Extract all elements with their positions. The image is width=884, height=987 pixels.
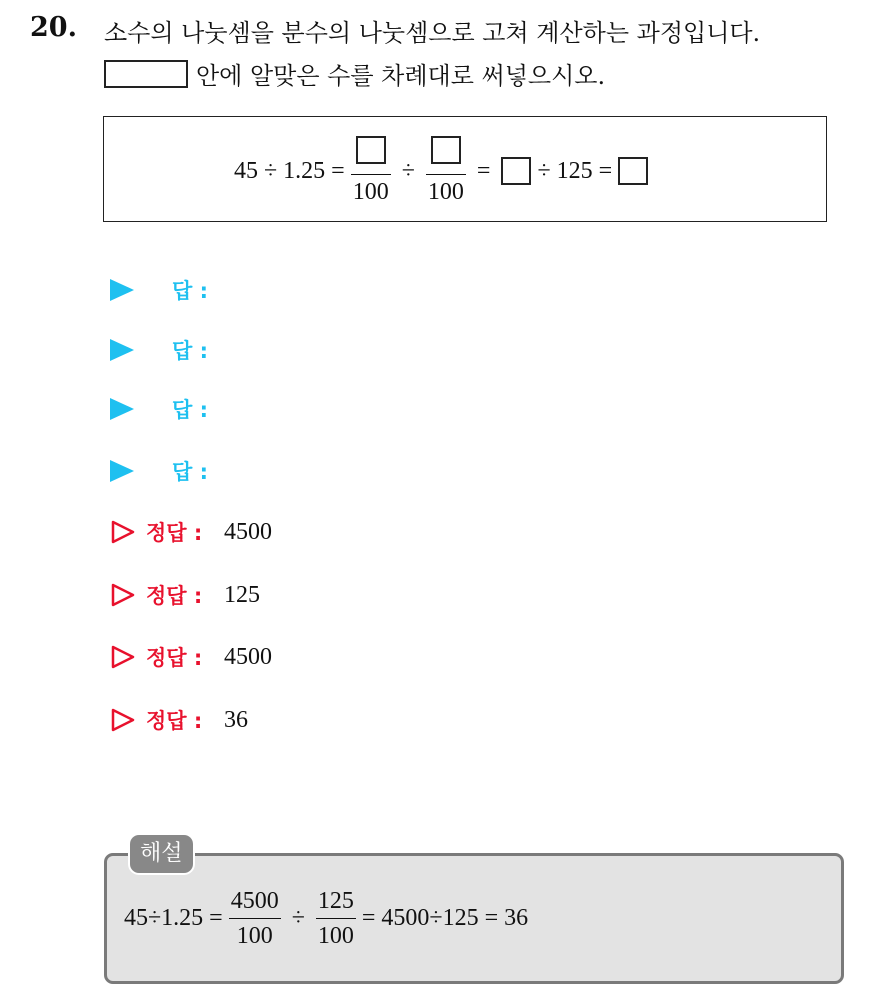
question-text-line2: 안에 알맞은 수를 차례대로 써넣으시오. (196, 62, 606, 90)
outline-triangle-icon (110, 644, 136, 670)
outline-triangle-icon (110, 582, 136, 608)
blank-4[interactable] (618, 157, 648, 185)
explanation-fraction-1 (229, 887, 281, 950)
divide-sign: ÷ (401, 157, 415, 184)
equation-divide-125: ÷ 125 = (537, 157, 613, 184)
explanation-rest: = 4500÷125 = 36 (361, 904, 529, 931)
fraction-1 (351, 136, 391, 206)
fraction-2 (426, 136, 466, 206)
correct-value: 125 (224, 581, 260, 608)
play-triangle-icon (110, 398, 134, 420)
equals-sign: = (476, 157, 491, 184)
correct-value: 4500 (224, 643, 272, 670)
blank-3[interactable] (501, 157, 531, 185)
explanation-fraction-2-numerator: 125 (317, 887, 354, 914)
fraction-2-numerator (429, 136, 463, 171)
fraction-2-denominator: 100 (427, 179, 464, 205)
answer-row (110, 456, 208, 486)
correct-answer-row (110, 578, 260, 612)
answer-row (110, 335, 208, 365)
explanation-fraction-1-numerator: 4500 (230, 887, 279, 914)
play-triangle-icon (110, 279, 134, 301)
explanation-fraction-2 (316, 887, 356, 950)
outline-triangle-icon (110, 707, 136, 733)
correct-answer-row (110, 640, 272, 674)
correct-label: 정답 : (146, 521, 203, 545)
question-number: 20. (30, 12, 77, 43)
fraction-bar (426, 174, 466, 175)
answer-label: 답 : (172, 398, 208, 422)
correct-value: 36 (224, 706, 248, 733)
answer-label: 답 : (172, 460, 208, 484)
answer-row (110, 394, 208, 424)
correct-answer-row (110, 515, 272, 549)
correct-answer-row (110, 703, 248, 737)
explanation-tag: 해설 (130, 835, 193, 873)
equation (234, 138, 654, 204)
question-text-line1: 소수의 나눗셈을 분수의 나눗셈으로 고쳐 계산하는 과정입니다. (104, 19, 761, 47)
explanation-lhs: 45÷1.25 = (124, 904, 223, 931)
explanation-equation (124, 888, 528, 948)
fraction-bar (316, 918, 356, 919)
explanation-fraction-1-denominator: 100 (236, 922, 273, 949)
equation-lhs: 45 ÷ 1.25 = (234, 157, 345, 184)
answer-label: 답 : (172, 339, 208, 363)
outline-triangle-icon (110, 519, 136, 545)
answer-row (110, 275, 208, 305)
divide-sign: ÷ (291, 904, 305, 931)
fraction-bar (351, 174, 391, 175)
answer-label: 답 : (172, 279, 208, 303)
correct-label: 정답 : (146, 709, 203, 733)
fraction-bar (229, 918, 281, 919)
blank-box-icon (104, 60, 188, 88)
correct-label: 정답 : (146, 584, 203, 608)
correct-value: 4500 (224, 518, 272, 545)
correct-label: 정답 : (146, 646, 203, 670)
play-triangle-icon (110, 460, 134, 482)
fraction-1-numerator (354, 136, 388, 171)
play-triangle-icon (110, 339, 134, 361)
blank-1[interactable] (356, 136, 386, 164)
blank-2[interactable] (431, 136, 461, 164)
question-text-line2-wrap (104, 56, 605, 91)
fraction-1-denominator: 100 (352, 179, 389, 205)
explanation-fraction-2-denominator: 100 (317, 922, 354, 949)
